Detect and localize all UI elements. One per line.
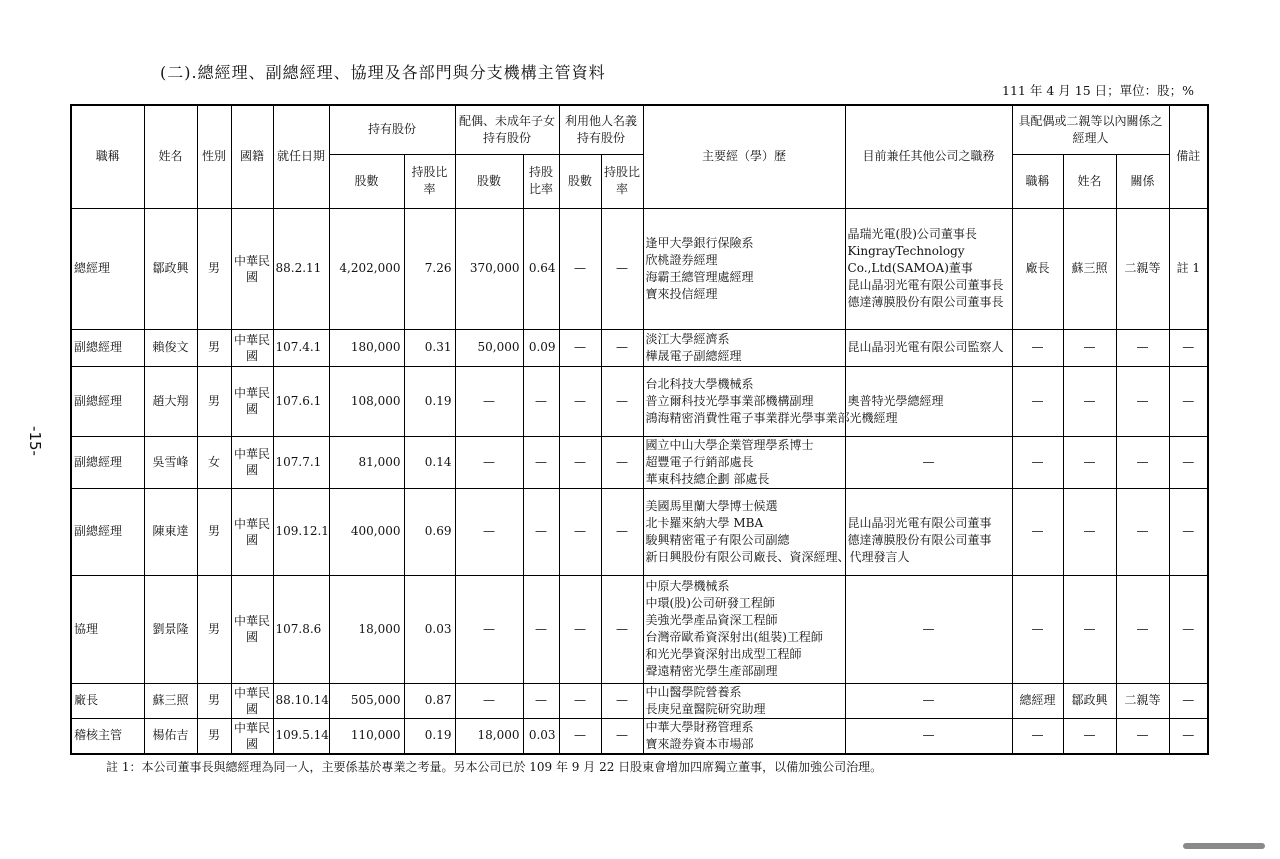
cell-date: 109.12.1 [273,488,329,575]
cell-nominee-shares: — [559,488,601,575]
footnote: 註 1：本公司董事長與總經理為同一人，主要係基於專業之考量。另本公司已於 109 年 9 月 22 日股東會增加四席獨立董事，以備加強公司治理。 [106,760,883,774]
cell-rel-title: — [1012,329,1063,366]
header-rel-name: 姓名 [1063,154,1116,208]
cell-title: 副總經理 [71,329,144,366]
concurrent-line: 德達薄膜股份有限公司董事長 [847,295,1004,309]
cell-remark: — [1169,718,1208,754]
header-spouse: 配偶、未成年子女持有股份 [455,105,559,154]
cell-spouse-shares: — [455,436,523,488]
cell-shares: 505,000 [329,683,404,718]
cell-spouse-shares: — [455,683,523,718]
experience-line: 聲遠精密光學生產部副理 [645,664,778,678]
cell-shares: 110,000 [329,718,404,754]
cell-rel-title: 廠長 [1012,208,1063,329]
table-row [71,208,1208,329]
cell-rel-name: — [1063,436,1116,488]
cell-ratio: 0.19 [404,366,455,436]
experience-line: 美強光學產品資深工程師 [645,613,778,627]
concurrent-line: — [922,621,935,636]
date-unit-note: 111 年 4 月 15 日；單位：股；% [1002,83,1194,98]
cell-rel-name: — [1063,718,1116,754]
cell-title: 總經理 [71,208,144,329]
cell-date: 88.10.14 [273,683,329,718]
cell-rel-title: — [1012,575,1063,683]
experience-line: 台灣帝歐希資深射出(組裝)工程師 [645,630,823,644]
cell-nominee-shares: — [559,366,601,436]
cell-nominee-shares: — [559,683,601,718]
cell-name: 蘇三照 [144,683,197,718]
cell-remark: — [1169,575,1208,683]
header-sp-shares: 股數 [455,154,523,208]
experience-line: 國立中山大學企業管理學系博士 [645,437,814,452]
cell-experience [643,575,845,683]
cell-rel-title: — [1012,488,1063,575]
experience-line: 普立爾科技光學事業部機構副理 [645,393,814,408]
header-sp-ratio: 持股比率 [523,154,559,208]
cell-spouse-shares: 18,000 [455,718,523,754]
concurrent-line: Co.,Ltd(SAMOA)董事 [847,261,973,275]
page-number: -15- [25,426,44,456]
cell-nationality: 中華民國 [231,718,273,754]
cell-nominee-ratio: — [601,366,643,436]
cell-concurrent [845,329,1012,366]
cell-remark: 註 1 [1169,208,1208,329]
cell-nominee-shares: — [559,575,601,683]
experience-line: 鴻海精密消費性電子事業群光學事業部光機經理 [645,410,898,425]
cell-ratio: 0.87 [404,683,455,718]
cell-concurrent [845,436,1012,488]
cell-title: 副總經理 [71,488,144,575]
table-row [71,683,1208,718]
cell-name: 鄒政興 [144,208,197,329]
cell-shares: 180,000 [329,329,404,366]
cell-remark: — [1169,436,1208,488]
cell-nominee-shares: — [559,718,601,754]
cell-date: 107.6.1 [273,366,329,436]
cell-nominee-shares: — [559,208,601,329]
cell-rel-name: — [1063,488,1116,575]
cell-experience [643,436,845,488]
cell-title: 稽核主管 [71,718,144,754]
cell-nominee-ratio: — [601,208,643,329]
cell-experience [643,683,845,718]
table-row [71,575,1208,683]
cell-concurrent [845,575,1012,683]
cell-date: 107.8.6 [273,575,329,683]
cell-gender: 男 [197,329,231,366]
header-remark: 備註 [1169,105,1208,208]
cell-nationality: 中華民國 [231,683,273,718]
concurrent-line: — [922,693,935,707]
experience-line: 台北科技大學機械系 [645,376,754,391]
cell-gender: 男 [197,718,231,754]
experience-line: 逢甲大學銀行保險系 [645,235,754,250]
experience-line: 美國馬里蘭大學博士候選 [645,498,778,513]
cell-name: 楊佑吉 [144,718,197,754]
cell-nationality: 中華民國 [231,575,273,683]
page-title: (二).總經理、副總經理、協理及各部門與分支機構主管資料 [160,63,606,82]
cell-rel-relation: — [1116,436,1169,488]
cell-gender: 男 [197,575,231,683]
header-name: 姓名 [144,105,197,208]
cell-ratio: 0.69 [404,488,455,575]
cell-name: 賴俊文 [144,329,197,366]
header-nationality: 國籍 [231,105,273,208]
cell-rel-relation: — [1116,329,1169,366]
experience-line: 新日興股份有限公司廠長、資深經理、代理發言人 [645,549,910,564]
cell-date: 109.5.14 [273,718,329,754]
cell-experience [643,208,845,329]
cell-nominee-ratio: — [601,575,643,683]
experience-line: 華東科技總企劃 部處長 [645,471,770,486]
cell-rel-name: — [1063,575,1116,683]
experience-line: 中原大學機械系 [645,579,730,593]
header-nominee: 利用他人名義持有股份 [559,105,643,154]
header-gender: 性別 [197,105,231,208]
cell-rel-title: — [1012,366,1063,436]
cell-spouse-shares: — [455,366,523,436]
cell-shares: 4,202,000 [329,208,404,329]
header-date: 就任日期 [273,105,329,208]
experience-line: 欣桃證券經理 [645,252,718,267]
cell-ratio: 7.26 [404,208,455,329]
cell-name: 陳東達 [144,488,197,575]
cell-nominee-ratio: — [601,683,643,718]
cell-spouse-ratio: — [523,575,559,683]
cell-nationality: 中華民國 [231,329,273,366]
cell-concurrent [845,718,1012,754]
cell-ratio: 0.03 [404,575,455,683]
experience-line: 超豐電子行銷部處長 [645,454,754,469]
cell-concurrent [845,683,1012,718]
cell-date: 107.4.1 [273,329,329,366]
experience-line: 和光光學資深射出成型工程師 [645,647,802,661]
table-row [71,488,1208,575]
cell-rel-name: 蘇三照 [1063,208,1116,329]
concurrent-line: 昆山晶羽光電有限公司監察人 [847,340,1004,354]
cell-spouse-shares: — [455,488,523,575]
cell-nominee-shares: — [559,436,601,488]
cell-shares: 81,000 [329,436,404,488]
experience-line: 寶來證券資本市場部 [645,736,754,751]
cell-shares: 400,000 [329,488,404,575]
cell-spouse-ratio: 0.09 [523,329,559,366]
experience-line: 北卡羅來納大學 MBA [645,515,764,530]
cell-ratio: 0.14 [404,436,455,488]
cell-title: 副總經理 [71,366,144,436]
concurrent-line: 奧普特光學總經理 [847,393,944,408]
concurrent-line: 晶瑞光電(股)公司董事長 [847,227,977,241]
cell-title: 協理 [71,575,144,683]
cell-experience [643,488,910,575]
cell-title: 廠長 [71,683,144,718]
cell-rel-name: 鄒政興 [1063,683,1116,718]
header-shares: 股數 [329,154,404,208]
cell-ratio: 0.31 [404,329,455,366]
experience-line: 海霸王總管理處經理 [645,269,754,284]
cell-nominee-ratio: — [601,436,643,488]
header-holding: 持有股份 [329,105,455,154]
cell-rel-relation: 二親等 [1116,208,1169,329]
header-relatives: 具配偶或二親等以內關係之經理人 [1012,105,1169,154]
experience-line: 駿興精密電子有限公司副總 [645,532,790,547]
cell-name: 趙大翔 [144,366,197,436]
experience-line: 樺晟電子副總經理 [645,348,742,363]
cell-nominee-ratio: — [601,488,643,575]
header-rel-relation: 關係 [1116,154,1169,208]
cell-remark: — [1169,683,1208,718]
experience-line: 中山醫學院營養系 [645,684,742,699]
cell-name: 吳雪峰 [144,436,197,488]
header-rel-title: 職稱 [1012,154,1063,208]
cell-nationality: 中華民國 [231,366,273,436]
cell-spouse-shares: 370,000 [455,208,523,329]
cell-spouse-ratio: — [523,436,559,488]
header-nm-ratio: 持股比率 [601,154,643,208]
cell-rel-title: 總經理 [1012,683,1063,718]
scrollbar[interactable] [1183,843,1265,849]
cell-experience [643,718,845,754]
cell-rel-name: — [1063,329,1116,366]
cell-title: 副總經理 [71,436,144,488]
cell-nominee-ratio: — [601,718,643,754]
cell-nationality: 中華民國 [231,436,273,488]
cell-gender: 男 [197,683,231,718]
cell-rel-relation: 二親等 [1116,683,1169,718]
table-row [71,366,1208,436]
cell-spouse-ratio: 0.03 [523,718,559,754]
cell-shares: 18,000 [329,575,404,683]
cell-nationality: 中華民國 [231,208,273,329]
cell-rel-relation: — [1116,718,1169,754]
cell-remark: — [1169,488,1208,575]
experience-line: 長庚兒童醫院研究助理 [645,701,766,716]
table-row [71,436,1208,488]
cell-nominee-shares: — [559,329,601,366]
cell-concurrent [845,366,1012,436]
experience-line: 中華大學財務管理系 [645,719,754,734]
table-row [71,329,1208,366]
cell-spouse-ratio: 0.64 [523,208,559,329]
cell-gender: 男 [197,488,231,575]
header-nm-shares: 股數 [559,154,601,208]
cell-spouse-ratio: — [523,366,559,436]
cell-nominee-ratio: — [601,329,643,366]
cell-remark: — [1169,366,1208,436]
header-ratio: 持股比率 [404,154,455,208]
concurrent-line: 德達薄膜股份有限公司董事 [847,532,992,547]
managers-table [70,104,1209,755]
cell-rel-relation: — [1116,488,1169,575]
cell-date: 88.2.11 [273,208,329,329]
table-row [71,718,1208,754]
header-title: 職稱 [71,105,144,208]
cell-concurrent [845,208,1012,329]
cell-name: 劉景隆 [144,575,197,683]
experience-line: 寶來投信經理 [645,286,718,301]
cell-remark: — [1169,329,1208,366]
cell-rel-title: — [1012,436,1063,488]
cell-gender: 男 [197,208,231,329]
cell-ratio: 0.19 [404,718,455,754]
cell-rel-title: — [1012,718,1063,754]
cell-nationality: 中華民國 [231,488,273,575]
experience-line: 中環(股)公司研發工程師 [645,596,775,610]
cell-spouse-shares: — [455,575,523,683]
concurrent-line: — [922,454,935,469]
cell-rel-name: — [1063,366,1116,436]
cell-gender: 女 [197,436,231,488]
cell-gender: 男 [197,366,231,436]
header-concurrent: 目前兼任其他公司之職務 [845,105,1012,208]
cell-rel-relation: — [1116,575,1169,683]
cell-experience [643,329,845,366]
header-experience: 主要經（學）歷 [643,105,845,208]
cell-spouse-shares: 50,000 [455,329,523,366]
cell-spouse-ratio: — [523,488,559,575]
table-body [71,208,1208,754]
concurrent-line: 昆山晶羽光電有限公司董事長 [847,278,1004,292]
cell-shares: 108,000 [329,366,404,436]
concurrent-line: 昆山晶羽光電有限公司董事 [847,515,992,530]
cell-rel-relation: — [1116,366,1169,436]
cell-spouse-ratio: — [523,683,559,718]
cell-date: 107.7.1 [273,436,329,488]
experience-line: 淡江大學經濟系 [645,331,730,346]
concurrent-line: KingrayTechnology [847,244,965,258]
concurrent-line: — [922,728,935,742]
